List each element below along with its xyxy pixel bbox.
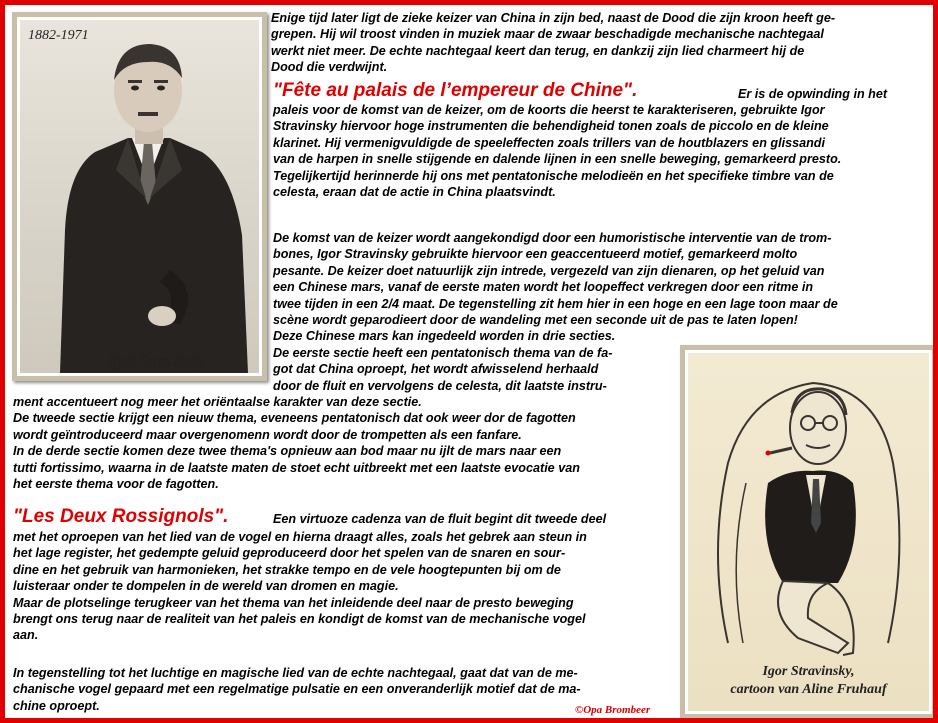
section2-line: met het oproepen van het lied van de vogel en hierna draagt alles, zoals het gebrek aan steun in [13, 530, 587, 544]
section1-p2-line: een Chinese mars, vanaf de eerste maten wordt het loopeffect verkregen door een ritme in [273, 280, 814, 295]
section1-line: Stravinsky hiervoor hoge instrumenten die behendigheid tonen zoals de piccolo en de kleine [273, 119, 829, 134]
copyright-credit: ©Opa Brombeer [575, 704, 651, 716]
section1-cont-line: wordt geïntroduceerd maar overgenomenn wordt door de trompetten als een fanfare. [13, 427, 522, 442]
portrait-caption: Igor Stravinsky [108, 353, 207, 370]
section1-cont-line: De tweede sectie krijgt een nieuw thema, eveneens pentatonisch dat ook weer dor de fagotten [13, 411, 576, 426]
cartoon-illustration [688, 353, 929, 711]
section2-heading-tail: Een virtuoze cadenza van de fluit begint dit tweede deel [273, 512, 607, 526]
section1-p2-line: twee tijden in een 2/4 maat. De tegenstelling zit hem hier in een hoge en een lage toon maar de [273, 296, 838, 311]
section1-heading-tail: Er is de opwinding in het [738, 87, 888, 101]
section2-heading: "Les Deux Rossignols". [13, 506, 229, 527]
section1-line: paleis voor de komst van de keizer, om de koorts die heerst te karakteriseren, gebruikte Igor [273, 103, 825, 117]
section1-line: van de harpen in snelle stijgende en dalende lijnen in een snelle beweging, gemarkeerd presto. [273, 152, 842, 167]
final-line: In tegenstelling tot het luchtige en magische lied van de echte nachtegaal, gaat dat van de me- [13, 666, 578, 680]
section2-line: aan. [13, 628, 39, 643]
intro-line: grepen. Hij wil troost vinden in muziek maar de zwaar beschadigde mechanische nachtegaal [271, 27, 824, 42]
section2-line: dine en het gebruik van harmonieken, het strakke tempo en de vele hoogtepunten bij om de [13, 562, 561, 577]
section1-paragraph-2 [273, 230, 838, 394]
cartoon-caption-line-1: Igor Stravinsky, [762, 664, 855, 679]
section1-p2-line: got dat China oproept, het wordt afwisselend herhaald [273, 362, 599, 377]
portrait-photo [20, 20, 259, 373]
cartoon-caption [688, 663, 929, 699]
final-line: chanische vogel gepaard met een regelmatige pulsatie en een onveranderlijk motief dat de ma- [13, 682, 581, 697]
section1-line: klarinet. Hij vermenigvuldigde de speeleffecten zoals trillers van de houtblazers en glissandi [273, 135, 825, 150]
section1-heading: "Fête au palais de l’empereur de Chine". [273, 80, 638, 101]
section1-p2-line: door de fluit en vervolgens de celesta, dit laatste instru- [273, 378, 607, 393]
final-paragraph [13, 665, 581, 714]
cartoon-caption-line-2: cartoon van Aline Fruhauf [730, 682, 887, 697]
cartoon-frame [680, 345, 937, 719]
section2-line: luisteraar onder te dompelen in de wereld van dromen en magie. [13, 579, 399, 594]
section1-cont-line: ment accentueert nog meer het oriëntaalse karakter van deze sectie. [13, 395, 422, 409]
section1-line: Tegelijkertijd herinnerde hij ons met pentatonische melodieën en het specifieke timbre van de [273, 168, 834, 183]
section1-p2-line: bones, Igor Stravinsky gebruikte hiervoor een geaccentueerd motief, gemarkeerd molto [273, 247, 798, 262]
final-line: chine oproept. [13, 698, 100, 713]
section1-p2-line: Deze Chinese mars kan ingedeeld worden in drie secties. [273, 329, 616, 344]
section1-p2-line: scène wordt geparodieert door de wandeling met een seconde uit de pas te laten lopen! [273, 313, 798, 328]
section1-p2-line: De eerste sectie heeft een pentatonisch thema van de fa- [273, 345, 613, 360]
intro-line: Enige tijd later ligt de zieke keizer van China in zijn bed, naast de Dood die zijn kroon heeft ge- [271, 11, 836, 25]
section1-cont-line: tutti fortissimo, waarna in de laatste maten de stoet echt uitbreekt met een laatste evocatie van [13, 460, 580, 475]
cartoon-image [688, 353, 929, 711]
section2-paragraph [13, 529, 587, 644]
section1-continuation [13, 394, 580, 492]
section2-line: het lage register, het gedempte geluid geproduceerd door het spelen van de snaren en sour- [13, 546, 566, 561]
section1-p2-line: pesante. De keizer doet natuurlijk zijn intrede, vergezeld van zijn dienaren, op het geluid van [273, 263, 825, 278]
section1-paragraph [273, 102, 841, 200]
intro-line: Dood die verdwijnt. [271, 60, 388, 75]
portrait-photo-frame [12, 12, 267, 381]
intro-line: werkt niet meer. De echte nachtegaal keert dan terug, en dankzij zijn lied charmeert hij de [271, 43, 805, 58]
section1-cont-line: In de derde sectie komen deze twee thema's opnieuw aan bod maar nu ijlt de mars naar een [13, 444, 562, 459]
section2-line: brengt ons terug naar de realiteit van het paleis en kondigt de komst van de mechanische vogel [13, 612, 586, 627]
intro-paragraph [271, 10, 835, 76]
section2-line: Maar de plotselinge terugkeer van het thema van het inleidende deel naar de presto beweging [13, 595, 574, 610]
section1-line: celesta, eraan dat de actie in China plaatsvindt. [273, 185, 556, 200]
portrait-illustration [20, 20, 259, 373]
section1-cont-line: het eerste thema voor de fagotten. [13, 477, 219, 492]
birth-death-years: 1882-1971 [28, 28, 89, 43]
section1-p2-line: De komst van de keizer wordt aangekondigd door een humoristische interventie van de trom- [273, 231, 832, 245]
